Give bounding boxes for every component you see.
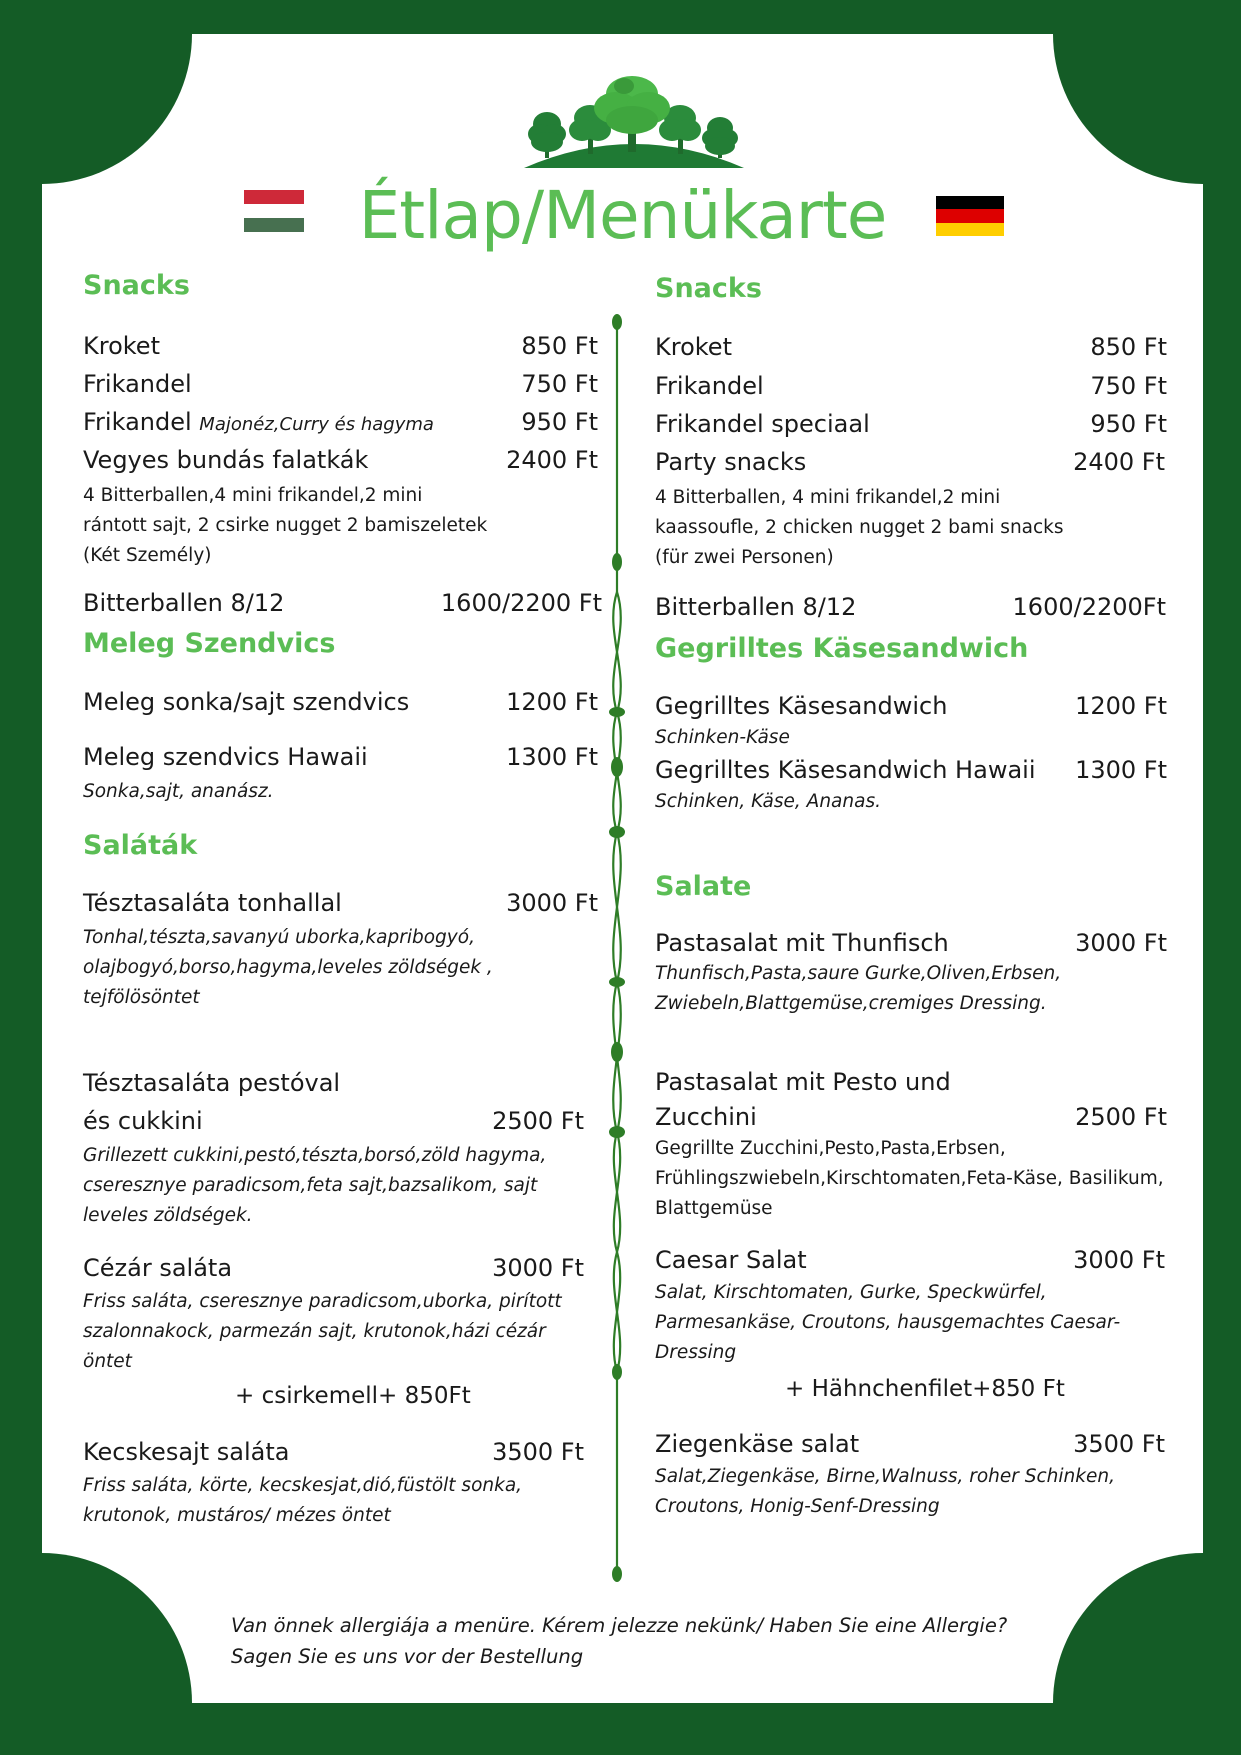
item-name: Frikandel [83, 408, 192, 436]
section-heading: Snacks [83, 270, 190, 301]
item-price: 2400 Ft [1073, 448, 1165, 476]
item-description: Friss saláta, cseresznye paradicsom,uborka, pirított [83, 1291, 562, 1312]
item-name: és cukkini [83, 1107, 203, 1135]
section-heading: Gegrilltes Käsesandwich [655, 633, 1029, 664]
section-heading: Meleg Szendvics [83, 628, 336, 659]
item-name: Frikandel [655, 372, 764, 400]
item-description: Schinken, Käse, Ananas. [655, 791, 881, 812]
item-description: Friss saláta, körte, kecskesjat,dió,füstölt sonka, [83, 1475, 523, 1496]
item-price: 3000 Ft [1073, 1246, 1165, 1274]
item-description: Salat,Ziegenkäse, Birne,Walnuss, roher Schinken, [655, 1466, 1115, 1487]
item-price: 2500 Ft [492, 1107, 584, 1135]
item-name: Vegyes bundás falatkák [83, 446, 369, 474]
item-name: Ziegenkäse salat [655, 1430, 860, 1458]
item-price: 2500 Ft [1075, 1103, 1167, 1131]
item-price: 750 Ft [521, 370, 598, 398]
item-price: 3500 Ft [492, 1438, 584, 1466]
item-price: 3000 Ft [492, 1254, 584, 1282]
item-description: kaassoufle, 2 chicken nugget 2 bami snacks [655, 517, 1064, 538]
item-price: 3000 Ft [1075, 929, 1167, 957]
section-heading: Salate [655, 871, 752, 902]
item-description: Zwiebeln,Blattgemüse,cremiges Dressing. [655, 993, 1047, 1014]
item-price: 750 Ft [1090, 372, 1167, 400]
item-name: Pastasalat mit Pesto und [655, 1068, 951, 1096]
item-name: Kroket [655, 333, 732, 361]
section-heading: Saláták [83, 830, 198, 861]
item-name: Zucchini [655, 1103, 757, 1131]
section-heading: Snacks [655, 273, 762, 304]
item-description: Croutons, Honig-Senf-Dressing [655, 1496, 940, 1517]
item-description: öntet [83, 1351, 132, 1372]
item-description: Frühlingszwiebeln,Kirschtomaten,Feta-Käse, Basilikum, [655, 1168, 1164, 1189]
item-price: 1300 Ft [506, 743, 598, 771]
corner-decoration [42, 34, 192, 184]
item-description: olajbogyó,borso,hagyma,leveles zöldségek , [83, 957, 493, 978]
item-name: Kecskesajt saláta [83, 1438, 290, 1466]
item-description: 4 Bitterballen,4 mini frikandel,2 mini [83, 485, 423, 506]
item-description: rántott sajt, 2 csirke nugget 2 bamiszeletek [83, 515, 488, 536]
item-name: Gegrilltes Käsesandwich [655, 692, 948, 720]
page-title: Étlap/Menükarte [358, 177, 887, 254]
item-name: Caesar Salat [655, 1246, 807, 1274]
item-name: Meleg szendvics Hawaii [83, 743, 368, 771]
item-description: cseresznye paradicsom,feta sajt,bazsalikom, sajt [83, 1175, 538, 1196]
item-name: Tésztasaláta pestóval [83, 1069, 341, 1097]
item-description: Grillezett cukkini,pestó,tészta,borsó,zöld hagyma, [83, 1145, 547, 1166]
item-price: 950 Ft [1090, 410, 1167, 438]
ornamental-divider [600, 312, 634, 1582]
item-price: 2400 Ft [506, 446, 598, 474]
item-name: Pastasalat mit Thunfisch [655, 929, 949, 957]
item-name: Frikandel [83, 370, 192, 398]
item-description: Schinken-Käse [655, 727, 790, 748]
item-description: (Két Személy) [83, 545, 212, 566]
item-price: 3500 Ft [1073, 1430, 1165, 1458]
corner-decoration [42, 1553, 192, 1703]
item-description: krutonok, mustáros/ mézes öntet [83, 1505, 391, 1526]
hungarian-flag-icon [244, 190, 304, 232]
item-description: tejfölösöntet [83, 987, 200, 1008]
item-name: Gegrilltes Käsesandwich Hawaii [655, 756, 1036, 784]
item-description: Blattgemüse [655, 1198, 773, 1219]
corner-decoration [1053, 1553, 1203, 1703]
item-price: 1300 Ft [1075, 756, 1167, 784]
item-price: 1200 Ft [506, 688, 598, 716]
german-flag-icon [936, 196, 1004, 236]
allergy-notice-line: Van önnek allergiája a menüre. Kérem jelezze nekünk/ Haben Sie eine Allergie? [231, 1614, 1008, 1637]
item-name: Tésztasaláta tonhallal [83, 889, 342, 917]
item-description: Gegrillte Zucchini,Pesto,Pasta,Erbsen, [655, 1138, 1006, 1159]
extra-option: + csirkemell+ 850Ft [235, 1383, 471, 1409]
item-description: Tonhal,tészta,savanyú uborka,kapribogyó, [83, 927, 475, 948]
item-description: szalonnakock, parmezán sajt, krutonok,házi cézár [83, 1321, 546, 1342]
trees-logo-icon [520, 72, 748, 172]
item-price: 950 Ft [521, 408, 598, 436]
item-name: Cézár saláta [83, 1254, 233, 1282]
extra-option: + Hähnchenfilet+850 Ft [785, 1376, 1065, 1402]
allergy-notice [231, 1610, 1007, 1672]
item-description: Parmesankäse, Croutons, hausgemachtes Caesar- [655, 1312, 1121, 1333]
item-description: leveles zöldségek. [83, 1205, 253, 1226]
item-name: Meleg sonka/sajt szendvics [83, 688, 410, 716]
item-note: Majonéz,Curry és hagyma [199, 414, 434, 435]
allergy-notice-line: Sagen Sie es uns vor der Bestellung [231, 1645, 584, 1668]
item-price: 1600/2200 Ft [440, 589, 602, 617]
item-name: Kroket [83, 332, 160, 360]
item-name: Party snacks [655, 448, 807, 476]
item-price: 3000 Ft [506, 889, 598, 917]
item-description: 4 Bitterballen, 4 mini frikandel,2 mini [655, 487, 1001, 508]
item-price: 1200 Ft [1075, 692, 1167, 720]
item-name: Bitterballen 8/12 [83, 589, 285, 617]
item-price: 850 Ft [521, 332, 598, 360]
corner-decoration [1053, 34, 1203, 184]
menu-item [83, 406, 434, 441]
item-name: Bitterballen 8/12 [655, 593, 857, 621]
item-name: Frikandel speciaal [655, 410, 870, 438]
item-description: Thunfisch,Pasta,saure Gurke,Oliven,Erbsen, [655, 963, 1062, 984]
item-description: Salat, Kirschtomaten, Gurke, Speckwürfel, [655, 1282, 1047, 1303]
menu-page [42, 34, 1203, 1703]
item-description: (für zwei Personen) [655, 547, 834, 568]
item-description: Dressing [655, 1342, 737, 1363]
item-price: 850 Ft [1090, 333, 1167, 361]
item-description: Sonka,sajt, ananász. [83, 781, 274, 802]
item-price: 1600/2200Ft [1012, 593, 1166, 621]
